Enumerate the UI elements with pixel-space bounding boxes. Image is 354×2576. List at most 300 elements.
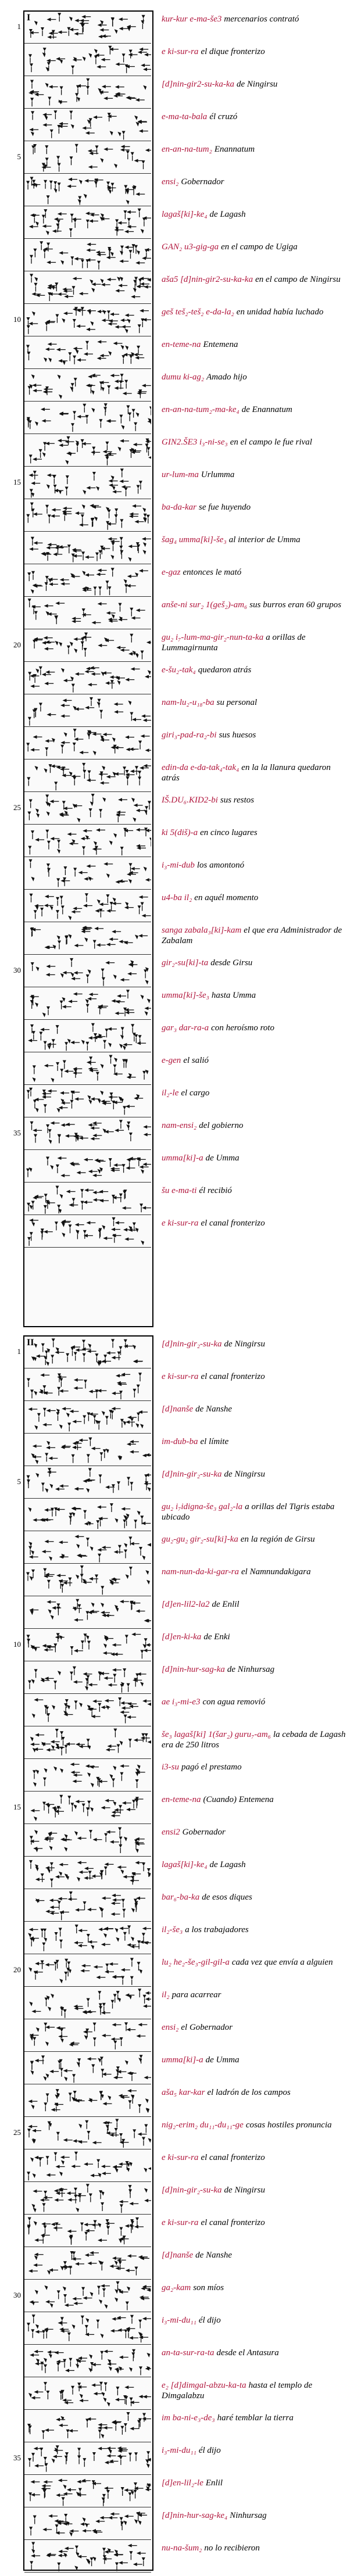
line-row — [6, 2020, 349, 2052]
spanish-translation: Enannatum — [214, 145, 255, 154]
cuneiform-signs — [24, 1955, 151, 1987]
line-row — [6, 1955, 349, 1987]
cuneiform-signs — [24, 435, 151, 467]
cuneiform-signs — [24, 239, 151, 271]
transliteration: še₃ lagaš[ki] 1(šar₂) guru₇-am₆ — [162, 1730, 271, 1739]
spanish-translation: cada vez que envía a alguien — [231, 1958, 333, 1967]
line-row — [6, 2378, 349, 2410]
cuneiform-signs — [24, 142, 151, 174]
line-number: 35 — [13, 2453, 21, 2462]
spanish-translation: su personal — [216, 698, 258, 707]
line-row — [6, 923, 349, 955]
transliteration: e ki-sur-ra — [162, 2153, 199, 2162]
cuneiform-signs — [24, 1564, 151, 1596]
transliteration: i₃-mi-dub — [162, 861, 195, 870]
line-text — [162, 762, 348, 783]
transliteration: ae i₃-mi-e3 — [162, 1697, 201, 1707]
transliteration: nu-na-šum₂ — [162, 2543, 202, 2553]
line-row — [6, 337, 349, 370]
line-row — [6, 1564, 349, 1597]
line-text — [162, 1664, 348, 1675]
spanish-translation: con heroísmo roto — [211, 1023, 275, 1033]
line-text — [162, 242, 348, 252]
transliteration: ensi2 — [162, 1828, 180, 1837]
cuneiform-signs — [24, 402, 151, 434]
cuneiform-signs — [24, 630, 151, 662]
cuneiform-signs — [24, 370, 151, 402]
transliteration: GAN₂ u3-gig-ga — [162, 242, 219, 252]
line-text — [162, 1404, 348, 1414]
spanish-translation: el salió — [183, 1056, 209, 1065]
line-row — [6, 1662, 349, 1694]
cuneiform-signs — [24, 2085, 151, 2117]
line-row — [6, 370, 349, 402]
cuneiform-signs — [24, 2475, 151, 2507]
cuneiform-signs — [24, 793, 151, 825]
line-row — [6, 1727, 349, 1760]
line-row — [6, 1922, 349, 1955]
transliteration: an-ta-sur-ra-ta — [162, 2348, 214, 2358]
spanish-translation: pagó el prestamo — [181, 1762, 242, 1772]
spanish-translation: en cinco lugares — [200, 828, 258, 837]
cuneiform-signs — [24, 923, 151, 955]
cuneiform-signs — [24, 988, 151, 1020]
cuneiform-signs — [24, 1694, 151, 1726]
cuneiform-signs — [24, 2118, 151, 2149]
transliteration: i3-su — [162, 1762, 179, 1772]
line-text — [162, 1185, 348, 1196]
line-text — [162, 1218, 348, 1228]
line-text — [162, 2120, 348, 2130]
cuneiform-signs — [24, 1727, 151, 1759]
transliteration: sanga zabala₃[ki]-kam — [162, 926, 242, 935]
cuneiform-signs — [24, 532, 151, 564]
spanish-translation: de esos diques — [202, 1893, 252, 1902]
line-text — [162, 2543, 348, 2553]
line-text — [162, 2022, 348, 2033]
line-text — [162, 2152, 348, 2163]
spanish-translation: son míos — [193, 2283, 224, 2292]
cuneiform-signs — [24, 1183, 151, 1215]
line-text — [162, 2217, 348, 2228]
line-row — [6, 1085, 349, 1118]
transliteration: nam-ensi₂ — [162, 1121, 197, 1130]
line-row — [6, 760, 349, 793]
spanish-translation: de Ningirsu — [236, 80, 278, 89]
cuneiform-signs — [24, 1597, 151, 1629]
spanish-translation: para acarrear — [171, 1990, 221, 2000]
line-row — [6, 44, 349, 77]
spanish-translation: de Umma — [205, 1153, 239, 1163]
transliteration: šag₄ umma[ki]-še₃ — [162, 535, 227, 544]
line-row — [6, 2313, 349, 2345]
transliteration: ensi₂ — [162, 177, 179, 187]
line-text — [162, 1120, 348, 1131]
line-row — [6, 77, 349, 109]
line-row — [6, 1434, 349, 1467]
line-row — [6, 1694, 349, 1727]
line-row — [6, 1337, 349, 1369]
spanish-translation: desde Girsu — [210, 958, 253, 968]
transliteration: en-teme-na — [162, 340, 201, 349]
spanish-translation: Ninhursag — [230, 2511, 267, 2520]
spanish-translation: sus burros eran 60 grupos — [249, 600, 342, 610]
line-row — [6, 1467, 349, 1499]
line-row — [6, 793, 349, 825]
transliteration: e ki-sur-ra — [162, 2218, 199, 2227]
cuneiform-signs — [24, 109, 151, 141]
transliteration: lagaš[ki]-ke₄ — [162, 210, 208, 219]
cuneiform-signs — [24, 1053, 151, 1085]
line-row — [6, 402, 349, 435]
spanish-translation: Urlumma — [201, 470, 235, 479]
line-row — [6, 1402, 349, 1434]
spanish-translation: sus huesos — [219, 730, 256, 740]
line-text — [162, 697, 348, 708]
spanish-translation: en la la llanura quedaron atrás — [162, 763, 331, 783]
cuneiform-signs — [24, 2052, 151, 2084]
line-text — [162, 404, 348, 415]
line-text — [162, 730, 348, 740]
line-row — [6, 239, 349, 272]
line-row — [6, 12, 349, 44]
cuneiform-signs — [24, 174, 151, 206]
spanish-translation: a orillas del Tigris estaba ubicado — [162, 1502, 335, 1522]
line-row — [6, 1792, 349, 1825]
line-number: 5 — [17, 1477, 21, 1486]
line-row — [6, 1857, 349, 1890]
spanish-translation: mercenarios contrató — [224, 15, 299, 24]
spanish-translation: haré temblar la tierra — [217, 2413, 294, 2423]
spanish-translation: cosas hostiles pronuncia — [245, 2120, 332, 2130]
spanish-translation: en el campo de Ugiga — [221, 242, 298, 252]
transliteration: lu₂ he₂-še₃-gil-gil-a — [162, 1958, 230, 1967]
line-text — [162, 2087, 348, 2098]
spanish-translation: de Ningirsu — [224, 1470, 265, 1479]
line-row — [6, 2215, 349, 2248]
transliteration: umma[ki]-a — [162, 2055, 203, 2065]
transliteration: [d]nin-hur-sag-ke₄ — [162, 2511, 228, 2520]
transliteration: e-gen — [162, 1056, 181, 1065]
transliteration: geš teš₂-teš₂ e-da-la₂ — [162, 307, 234, 317]
line-text — [162, 46, 348, 57]
cuneiform-signs — [24, 2541, 151, 2573]
line-text — [162, 535, 348, 545]
cuneiform-signs — [24, 1532, 151, 1564]
spanish-translation: de Nanshe — [195, 1405, 233, 1414]
line-number: 1 — [17, 22, 21, 31]
line-row — [6, 272, 349, 304]
transliteration: kur-kur e-ma-še3 — [162, 15, 222, 24]
spanish-translation: Entemena — [203, 340, 238, 349]
spanish-translation: a orillas de Lummagirnunta — [162, 633, 306, 653]
line-row — [6, 2475, 349, 2508]
spanish-translation: el Gobernador — [181, 2023, 233, 2032]
cuneiform-signs — [24, 1020, 151, 1052]
transliteration: en-an-na-tum₂ — [162, 145, 212, 154]
line-row — [6, 988, 349, 1020]
line-text — [162, 1567, 348, 1577]
transliteration: šu e-ma-ti — [162, 1186, 197, 1195]
transliteration: [d]nanše — [162, 2251, 194, 2260]
cuneiform-signs — [24, 890, 151, 922]
line-text — [162, 1632, 348, 1642]
line-text — [162, 1990, 348, 2000]
cuneiform-signs — [24, 1434, 151, 1466]
line-row — [6, 1890, 349, 1922]
cuneiform-signs — [24, 2313, 151, 2345]
line-number: 10 — [13, 1640, 21, 1649]
line-row — [6, 728, 349, 760]
spanish-translation: la cebada de Lagash era de 250 litros — [162, 1730, 346, 1750]
transliteration: [d]en-ki-ka — [162, 1632, 202, 1642]
transliteration: im-dub-ba — [162, 1437, 198, 1446]
spanish-translation: en el campo de Ningirsu — [255, 275, 341, 284]
transliteration: [d]nin-gir₂-su-ka — [162, 1339, 222, 1349]
line-text — [162, 2315, 348, 2326]
spanish-translation: el canal fronterizo — [201, 2218, 265, 2227]
transliteration: aša₅ kar-kar — [162, 2088, 205, 2097]
line-text — [162, 2478, 348, 2488]
line-text — [162, 600, 348, 610]
transliteration: e ki-sur-ra — [162, 1219, 199, 1228]
line-text — [162, 827, 348, 838]
line-number: 10 — [13, 315, 21, 324]
spanish-translation: él dijo — [198, 2446, 221, 2455]
line-text — [162, 1762, 348, 1772]
cuneiform-signs — [24, 207, 151, 239]
line-row — [6, 1118, 349, 1151]
line-row — [6, 1987, 349, 2020]
cuneiform-signs — [24, 1890, 151, 1922]
transliteration: nam-lu₂-u₁₈-ba — [162, 698, 214, 707]
cuneiform-signs — [24, 1857, 151, 1889]
transliteration: e-gaz — [162, 568, 181, 577]
line-row — [6, 2118, 349, 2150]
cuneiform-signs — [24, 2378, 151, 2410]
transliteration: ur-lum-ma — [162, 470, 199, 479]
spanish-translation: él dijo — [198, 2316, 221, 2325]
line-text — [162, 893, 348, 903]
cuneiform-signs — [24, 1825, 151, 1857]
transliteration: gu₂ i₇-lum-ma-gir₂-nun-ta-ka — [162, 633, 264, 642]
line-row — [6, 142, 349, 174]
spanish-translation: en el campo le fue rival — [230, 438, 312, 447]
transliteration: [d]nin-gir₂-su-ka — [162, 1470, 222, 1479]
transliteration: anše-ni sur₂ 1(geš₂)-am₆ — [162, 600, 248, 610]
transliteration: IŠ.DU₆.KID2-bi — [162, 796, 218, 805]
cuneiform-signs — [24, 2020, 151, 2052]
spanish-translation: a los trabajadores — [185, 1925, 249, 1934]
transliteration: e-šu₂-tak₄ — [162, 665, 196, 675]
cuneiform-signs — [24, 1402, 151, 1434]
cuneiform-signs — [24, 1216, 151, 1248]
line-text — [162, 1925, 348, 1935]
line-text — [162, 372, 348, 382]
spanish-translation: el dique fronterizo — [201, 47, 265, 56]
cuneiform-signs — [24, 12, 151, 44]
transliteration: [d]en-lil2-la2 — [162, 1600, 210, 1609]
spanish-translation: el que era Administrador de Zabalam — [162, 926, 342, 945]
line-row — [6, 1597, 349, 1629]
spanish-translation: él cruzó — [209, 112, 238, 121]
transliteration: aša5 [d]nin-gir2-su-ka-ka — [162, 275, 253, 284]
cuneiform-signs — [24, 760, 151, 792]
transliteration: il₂-le — [162, 1088, 179, 1098]
line-text — [162, 307, 348, 317]
cuneiform-signs — [24, 1499, 151, 1531]
line-row — [6, 2541, 349, 2573]
cuneiform-signs — [24, 1337, 151, 1368]
spanish-translation: de Enannatum — [241, 405, 292, 414]
line-text — [162, 2250, 348, 2260]
transliteration: [d]nin-gir2-su-ka-ka — [162, 80, 234, 89]
line-row — [6, 825, 349, 858]
spanish-translation: de Nanshe — [195, 2251, 233, 2260]
line-text — [162, 990, 348, 1001]
spanish-translation: de Lagash — [209, 210, 246, 219]
line-text — [162, 2380, 348, 2401]
spanish-translation: de Ningirsu — [224, 1339, 265, 1349]
line-row — [6, 1532, 349, 1564]
line-row — [6, 435, 349, 467]
line-text — [162, 2055, 348, 2065]
cuneiform-signs — [24, 304, 151, 336]
line-text — [162, 502, 348, 513]
line-row — [6, 597, 349, 630]
cuneiform-signs — [24, 2248, 151, 2280]
transliteration: [d]nanše — [162, 1405, 194, 1414]
line-row — [6, 2183, 349, 2215]
cuneiform-signs — [24, 2345, 151, 2377]
spanish-translation: hasta Umma — [211, 991, 256, 1000]
line-text — [162, 958, 348, 968]
line-row — [6, 500, 349, 532]
line-text — [162, 1371, 348, 1382]
transliteration: ki 5(diš)-a — [162, 828, 198, 837]
spanish-translation: Enlil — [205, 2478, 223, 2488]
spanish-translation: el límite — [200, 1437, 229, 1446]
line-number: 25 — [13, 803, 21, 812]
line-number: 30 — [13, 966, 21, 974]
transliteration: umma[ki]-a — [162, 1153, 203, 1163]
line-row — [6, 1760, 349, 1792]
cuneiform-signs — [24, 2443, 151, 2475]
transliteration: bar₆-ba-ka — [162, 1893, 200, 1902]
line-row — [6, 1629, 349, 1662]
transliteration: ga₂-kam — [162, 2283, 191, 2292]
spanish-translation: entonces le mató — [183, 568, 242, 577]
line-row — [6, 2248, 349, 2280]
spanish-translation: Gobernador — [182, 1828, 226, 1837]
line-number: 15 — [13, 478, 21, 486]
line-row — [6, 858, 349, 890]
spanish-translation: no lo recibieron — [204, 2543, 260, 2553]
cuneiform-signs — [24, 597, 151, 629]
cuneiform-signs — [24, 1922, 151, 1954]
cuneiform-signs — [24, 2183, 151, 2215]
column-number: I — [27, 13, 31, 23]
line-text — [162, 665, 348, 675]
line-text — [162, 1469, 348, 1479]
spanish-translation: de Enki — [203, 1632, 230, 1642]
transliteration: edin-da e-da-tak₄-tak₄ — [162, 763, 239, 772]
spanish-translation: de Umma — [205, 2055, 239, 2065]
line-row — [6, 1151, 349, 1183]
spanish-translation: al interior de Umma — [228, 535, 301, 544]
line-number: 20 — [13, 640, 21, 649]
transliteration: ba-da-kar — [162, 503, 196, 512]
transliteration: i₃-mi-du₁₁ — [162, 2446, 196, 2455]
spanish-translation: en unidad había luchado — [236, 307, 324, 317]
line-text — [162, 1055, 348, 1066]
line-text — [162, 339, 348, 350]
transliteration: e ki-sur-ra — [162, 1372, 199, 1381]
cuneiform-signs — [24, 272, 151, 304]
transliteration: u4-ba il₂ — [162, 893, 192, 902]
cuneiform-signs — [24, 565, 151, 597]
transliteration: [d]nin-gir₂-su-ka — [162, 2186, 222, 2195]
line-text — [162, 2185, 348, 2195]
line-row — [6, 1183, 349, 1216]
spanish-translation: hasta el templo de Dimgalabzu — [162, 2381, 313, 2401]
cuneiform-signs — [24, 2150, 151, 2182]
transliteration: ensi₂ — [162, 2023, 179, 2032]
line-row — [6, 1825, 349, 1857]
spanish-translation: el ladrón de los campos — [207, 2088, 291, 2097]
cuneiform-signs — [24, 500, 151, 532]
line-row — [6, 2052, 349, 2085]
spanish-translation: de Ningirsu — [224, 2186, 265, 2195]
spanish-translation: el canal fronterizo — [201, 2153, 265, 2162]
spanish-translation: el cargo — [181, 1088, 210, 1098]
line-row — [6, 695, 349, 728]
cuneiform-signs — [24, 695, 151, 727]
line-text — [162, 144, 348, 155]
line-text — [162, 1599, 348, 1610]
spanish-translation: los amontonó — [196, 861, 245, 870]
cuneiform-signs — [24, 1792, 151, 1824]
transliteration: gu₂ i₇idigna-še₃ gal₂-la — [162, 1502, 243, 1511]
spanish-translation: con agua removió — [202, 1697, 266, 1707]
cuneiform-signs — [24, 728, 151, 759]
line-text — [162, 1153, 348, 1163]
line-row — [6, 2085, 349, 2118]
line-row — [6, 109, 349, 142]
line-row — [6, 1020, 349, 1053]
line-text — [162, 860, 348, 870]
line-text — [162, 1436, 348, 1447]
cuneiform-signs — [24, 44, 151, 76]
cuneiform-signs — [24, 1987, 151, 2019]
line-row — [6, 1499, 349, 1532]
line-text — [162, 2348, 348, 2358]
transliteration: im ba-ni-e₃-de₃ — [162, 2413, 215, 2423]
spanish-translation: de Enlil — [212, 1600, 239, 1609]
spanish-translation: de Ninhursag — [227, 1665, 275, 1674]
transliteration: lagaš[ki]-ke₄ — [162, 1860, 208, 1869]
line-text — [162, 79, 348, 89]
line-text — [162, 1339, 348, 1349]
transliteration: nig₂-erim₂ du₁₁-du₁₁-ge — [162, 2120, 244, 2130]
line-row — [6, 2443, 349, 2475]
line-number: 1 — [17, 1347, 21, 1356]
transliteration: nam-nun-da-ki-gar-ra — [162, 1567, 239, 1577]
cuneiform-signs — [24, 77, 151, 109]
line-text — [162, 1729, 348, 1750]
line-row — [6, 662, 349, 695]
line-row — [6, 304, 349, 337]
